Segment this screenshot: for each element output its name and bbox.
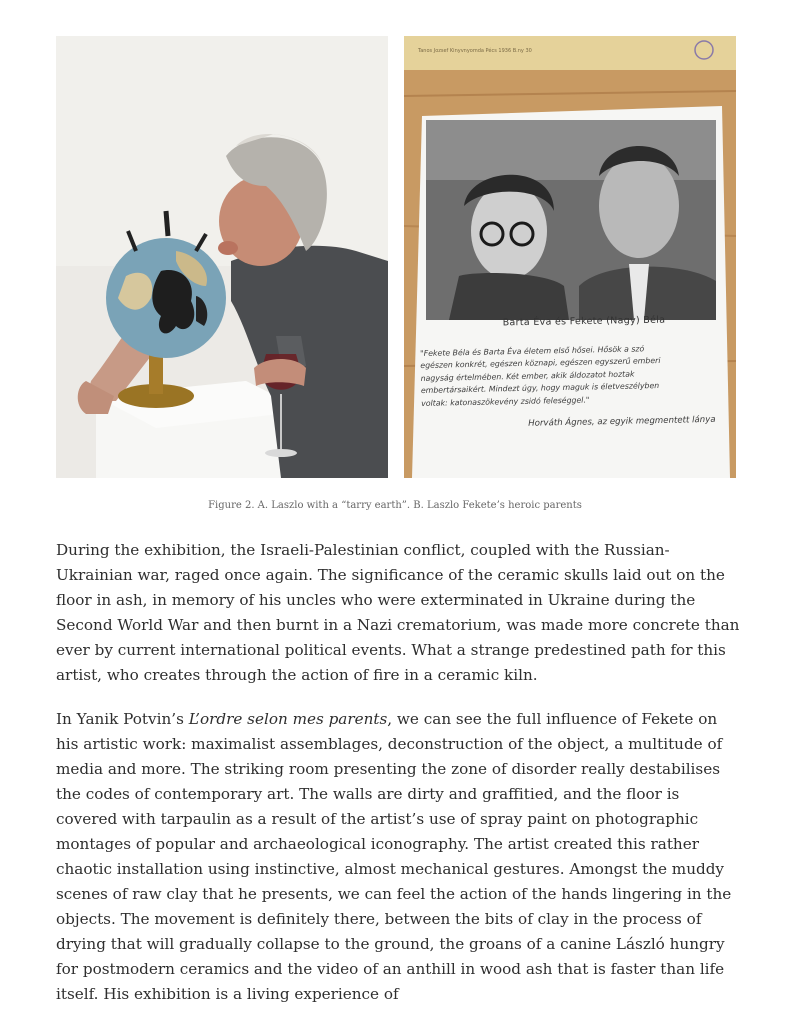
figure-2 (56, 36, 736, 478)
quote-line: embertársaikért. Mindezt úgy, hogy maguk is életveszélyben (420, 381, 660, 396)
paragraph-1: During the exhibition, the Israeli-Palestinian conflict, coupled with the Russian-Ukrainian war, raged once again. The significance of the ceramic skulls laid out on the floor in ash, in memory of his uncles who were exterminated in Ukraine during the Second World War and then burnt in a Nazi crematorium, was made more concrete than ever by current international political events. What a strange predestined path for this artist, who creates through the action of fire in a ceramic kiln. (56, 541, 740, 684)
paragraph-2 (56, 707, 740, 1007)
document-photo-title: Barta Éva és Fekete (Nagy) Béla (502, 314, 666, 329)
quote-line: voltak: katonaszökevény zsidó feleséggel." (421, 395, 590, 408)
quote-attribution: Horváth Ágnes, az egyik megmentett lánya (528, 414, 716, 429)
figure-caption: Figure 2. A. Laszlo with a “tarry earth”. B. Laszlo Fekete’s heroic parents (208, 500, 582, 511)
exhibition-title: L’ordre selon mes parents (188, 710, 388, 728)
quote-line: "Fekete Béla és Barta Éva életem első hősei. Hősök a szó (420, 344, 645, 358)
article-body (56, 538, 740, 1026)
document-quote (420, 341, 734, 432)
globe-photo-illustration (56, 36, 388, 478)
photo-fekete-parents-document (404, 36, 736, 478)
quote-line: egészen konkrét, egészen köznapi, egészen egyszerű emberi (420, 356, 661, 371)
photo-laszlo-with-globe (56, 36, 388, 478)
document-top-strip: Tanos Jozsef Kinyvnyomda Pécs 1936 B.ny 30 (418, 48, 532, 54)
quote-line: nagyság értelmében. Két ember, akik áldozatot hoztak (420, 369, 635, 383)
paragraph-2-prefix: In Yanik Potvin’s (56, 710, 189, 728)
paragraph-2-text: , we can see the full influence of Fekete on his artistic work: maximalist assemblages, deconstruction of the object, a multitude of media and more. The striking room presenting the zone of disorder really destabilises the codes of contemporary art. The walls are dirty and graffitied, and the floor is covered with tarpaulin as a result of the artist’s use of spray paint on photographic montages of popular and archaeological iconography. The artist created this rather chaotic installation using instinctive, almost mechanical gestures. Amongst the muddy scenes of raw clay that he presents, we can feel the action of the hands lingering in the objects. The movement is definitely there, between the bits of clay in the process of drying that will gradually collapse to the ground, the groans of a canine László hungry for postmodern ceramics and the video of an anthill in wood ash that is faster than life itself. His exhibition is a living experience of (56, 710, 732, 1003)
